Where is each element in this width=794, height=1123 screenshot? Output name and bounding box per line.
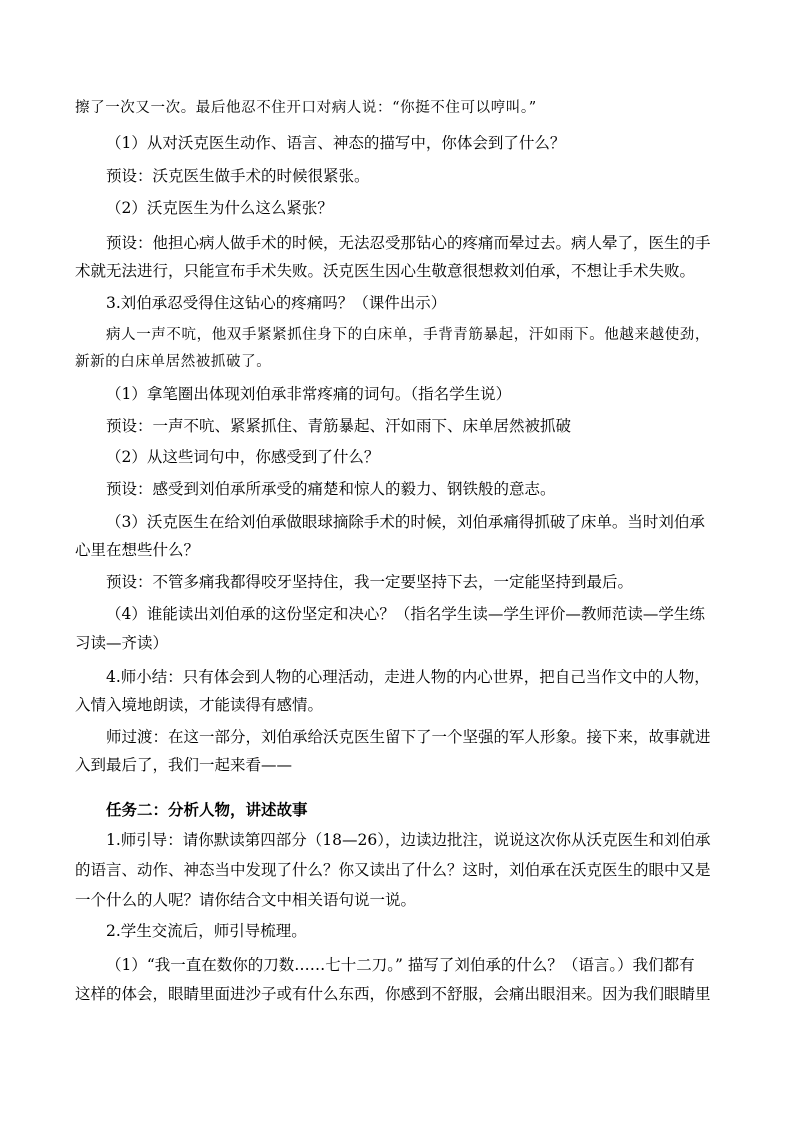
analysis-item-1: （1）“我一直在数你的刀数……七十二刀。” 描写了刘伯承的什么？（语言。）我们都有: [106, 956, 695, 974]
quoted-passage: 病人一声不吭，他双手紧紧抓住身下的白床单，手背青筋暴起，汗如雨下。他越来越使劲，: [106, 327, 710, 343]
preset-answer: 预设：不管多痛我都得咬牙坚持住，我一定要坚持下去，一定能坚持到最后。: [106, 573, 634, 591]
quoted-passage-continued: 新新的白床单居然被抓破了。: [75, 354, 272, 370]
preset-answer-continued: 术就无法进行，只能宣布手术失败。沃克医生因心生敬意很想救刘伯承，不想让手术失败。: [75, 262, 696, 280]
student-exchange: 2.学生交流后，师引导梳理。: [106, 922, 307, 940]
task-two-heading: 任务二：分析人物，讲述故事: [106, 800, 308, 819]
preset-answer: 预设：他担心病人做手术的时候，无法忍受那钻心的疼痛而晕过去。病人晕了，医生的手: [106, 234, 711, 252]
preset-answer: 预设：沃克医生做手术的时候很紧张。: [106, 167, 370, 185]
teacher-transition-continued: 入到最后了，我们一起来看——: [75, 756, 293, 774]
guide-paragraph: 1.师引导：请你默读第四部分（18—26），边读边批注，说说这次你从沃克医生和刘伯承: [106, 831, 711, 849]
guide-paragraph-continued: 的语言、动作、神态当中发现了什么？你又读出了什么？这时，刘伯承在沃克医生的眼中又是: [75, 861, 711, 879]
text-line-1: 擦了一次又一次。最后他忍不住开口对病人说：“你挺不住可以哼叫。”: [75, 100, 537, 116]
question-3: （3）沃克医生在给刘伯承做眼球摘除手术的时候，刘伯承痛得抓破了床单。当时刘伯承: [106, 513, 705, 531]
question-4-continued: 习读—齐读）: [75, 634, 169, 652]
question-3-continued: 心里在想些什么？: [75, 541, 200, 559]
question-2: （2）沃克医生为什么这么紧张？: [106, 199, 333, 217]
guide-paragraph-continued: 一个什么的人呢？请你结合文中相关语句说一说。: [75, 891, 417, 909]
preset-answer: 预设：感受到刘伯承所承受的痛楚和惊人的毅力、钢铁般的意志。: [106, 480, 556, 498]
question-4: （4）谁能读出刘伯承的这份坚定和决心？（指名学生读—学生评价—教师范读—学生练: [106, 605, 705, 623]
teacher-transition: 师过渡：在这一部分，刘伯承给沃克医生留下了一个坚强的军人形象。接下来，故事就进: [106, 728, 711, 746]
question-2: （2）从这些词句中，你感受到了什么？: [106, 448, 380, 466]
preset-answer: 预设：一声不吭、紧紧抓住、青筋暴起、汗如雨下、床单居然被抓破: [106, 417, 572, 435]
question-1: （1）拿笔圈出体现刘伯承非常疼痛的词句。（指名学生说）: [106, 385, 512, 403]
teacher-summary: 4.师小结：只有体会到人物的心理活动，走进人物的内心世界，把自己当作文中的人物，: [106, 668, 710, 686]
analysis-item-1-continued: 这样的体会，眼睛里面进沙子或有什么东西，你感到不舒服，会痛出眼泪来。因为我们眼睛里: [75, 985, 711, 1003]
question-1: （1）从对沃克医生动作、语言、神态的描写中，你体会到了什么？: [106, 134, 566, 152]
teacher-summary-continued: 入情入境地朗读，才能读得有感情。: [75, 696, 324, 714]
heading-3: 3.刘伯承忍受得住这钻心的疼痛吗？（课件出示）: [106, 294, 447, 312]
